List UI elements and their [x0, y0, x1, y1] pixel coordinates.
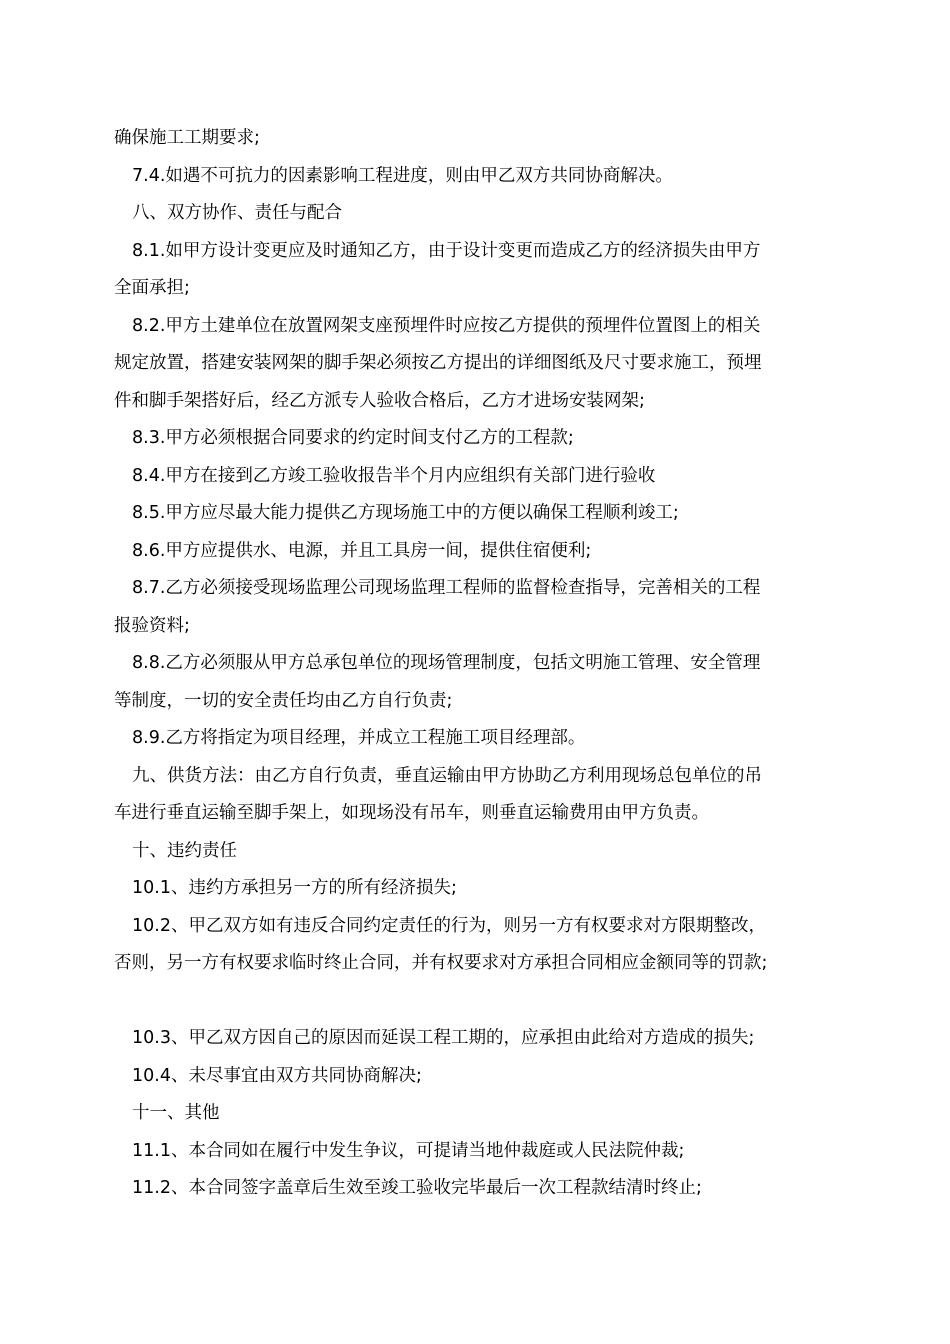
text-line: 等制度，一切的安全责任均由乙方自行负责; — [114, 690, 453, 711]
clause-8-6: 8.6.甲方应提供水、电源，并且工具房一间，提供住宿便利; — [132, 540, 592, 561]
text-line: 否则，另一方有权要求临时终止合同，并有权要求对方承担合同相应金额同等的罚款; — [114, 953, 768, 973]
clause-10-2: 10.2、甲乙双方如有违反合同约定责任的行为，则另一方有权要求对方限期整改， — [132, 915, 766, 936]
clause-8-8: 8.8.乙方必须服从甲方总承包单位的现场管理制度，包括文明施工管理、安全管理 — [132, 653, 761, 673]
clause-8-2: 8.2.甲方土建单位在放置网架支座预埋件时应按乙方提供的预埋件位置图上的相关 — [132, 315, 761, 336]
clause-11-2: 11.2、本合同签字盖章后生效至竣工验收完毕最后一次工程款结清时终止; — [132, 1178, 702, 1198]
clause-8-1: 8.1.如甲方设计变更应及时通知乙方，由于设计变更而造成乙方的经济损失由甲方 — [132, 240, 761, 261]
text-line: 报验资料; — [114, 615, 190, 636]
text-line: 件和脚手架搭好后，经乙方派专人验收合格后，乙方才进场安装网架; — [114, 390, 645, 411]
text-line: 全面承担; — [114, 278, 190, 298]
clause-7-4: 7.4.如遇不可抗力的因素影响工程进度，则由甲乙双方共同协商解决。 — [132, 165, 673, 186]
section-heading-10: 十、违约责任 — [132, 840, 237, 861]
clause-8-4: 8.4.甲方在接到乙方竣工验收报告半个月内应组织有关部门进行验收 — [132, 465, 656, 486]
clause-10-4: 10.4、未尽事宜由双方共同协商解决; — [132, 1065, 422, 1086]
section-heading-8: 八、双方协作、责任与配合 — [132, 203, 342, 223]
clause-8-5: 8.5.甲方应尽最大能力提供乙方现场施工中的方便以确保工程顺利竣工; — [132, 503, 679, 523]
document-page — [114, 120, 836, 1208]
blank-line — [114, 983, 836, 1021]
section-heading-9: 九、供货方法：由乙方自行负责，垂直运输由甲方协助乙方利用现场总包单位的吊 — [132, 765, 762, 786]
clause-11-1: 11.1、本合同如在履行中发生争议，可提请当地仲裁庭或人民法院仲裁; — [132, 1140, 685, 1161]
clause-10-3: 10.3、甲乙双方因自己的原因而延误工程工期的，应承担由此给对方造成的损失; — [132, 1028, 755, 1048]
clause-8-9: 8.9.乙方将指定为项目经理，并成立工程施工项目经理部。 — [132, 728, 586, 748]
text-line: 确保施工工期要求; — [114, 128, 260, 148]
text-line: 车进行垂直运输至脚手架上，如现场没有吊车，则垂直运输费用由甲方负责。 — [114, 803, 709, 823]
section-heading-11: 十一、其他 — [132, 1103, 220, 1123]
clause-8-7: 8.7.乙方必须接受现场监理公司现场监理工程师的监督检查指导，完善相关的工程 — [132, 578, 761, 598]
clause-8-3: 8.3.甲方必须根据合同要求的约定时间支付乙方的工程款; — [132, 428, 574, 448]
clause-10-1: 10.1、违约方承担另一方的所有经济损失; — [132, 878, 457, 898]
text-line: 规定放置，搭建安装网架的脚手架必须按乙方提出的详细图纸及尺寸要求施工，预埋 — [114, 353, 762, 373]
